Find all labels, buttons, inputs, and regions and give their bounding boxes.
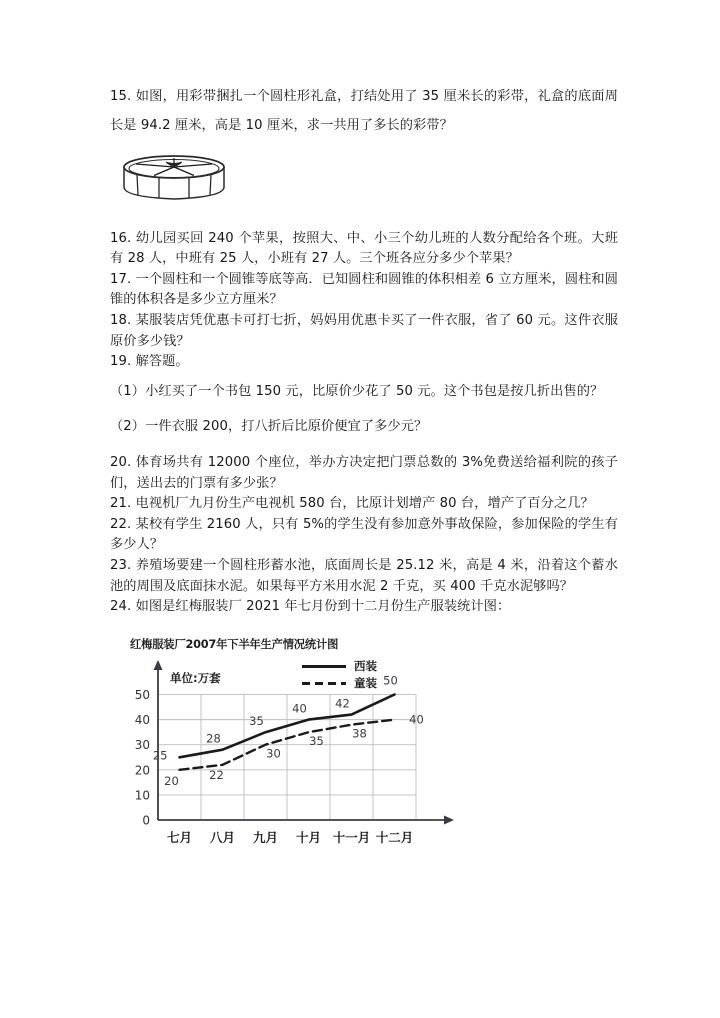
question-22: 22. 某校有学生 2160 人，只有 5%的学生没有参加意外事故保险，参加保险的学生有多少人？	[110, 516, 618, 553]
question-20: 20. 体育场共有 12000 个座位，举办方决定把门票总数的 3%免费送给福利院的孩子们，送出去的门票有多少张？	[110, 454, 618, 491]
legend-label-suits: 西装	[354, 659, 377, 674]
svg-text:八月: 八月	[209, 829, 236, 845]
svg-text:十二月: 十二月	[375, 829, 414, 845]
chart-plot-area	[116, 660, 476, 866]
question-16: 16. 幼儿园买回 240 个苹果，按照大、中、小三个幼儿班的人数分配给各个班。大班有 28 人，中班有 25 人，小班有 27 人。三个班各应分多少个苹果？	[110, 230, 618, 267]
question-15: 15. 如图，用彩带捆扎一个圆柱形礼盒，打结处用了 35 厘米长的彩带，礼盒的底面周长是 94.2 厘米，高是 10 厘米，求一共用了多长的彩带？	[110, 89, 618, 134]
svg-text:40: 40	[292, 701, 307, 716]
svg-text:42: 42	[335, 696, 350, 711]
svg-text:十月: 十月	[295, 829, 322, 845]
question-19: 19. 解答题。	[110, 354, 189, 370]
svg-text:单位:万套: 单位:万套	[170, 670, 221, 685]
svg-text:20: 20	[164, 773, 179, 788]
question-19-part-1: （1）小红买了一个书包 150 元，比原价少花了 50 元。这个书包是按几折出售的？	[110, 383, 604, 399]
svg-text:50: 50	[383, 673, 398, 688]
question-content	[110, 82, 618, 866]
svg-text:20: 20	[134, 763, 150, 778]
question-18: 18. 某服装店凭优惠卡可打七折，妈妈用优惠卡买了一件衣服，省了 60 元。这件衣服原价多少钱？	[110, 312, 618, 349]
svg-text:九月: 九月	[252, 829, 279, 845]
svg-text:35: 35	[249, 713, 264, 728]
question-23: 23. 养殖场要建一个圆柱形蓄水池，底面周长是 25.12 米，高是 4 米，沿着这个蓄水池的周围及底面抹水泥。如果每平方米用水泥 2 千克，买 400 千克水泥够吗？	[110, 557, 618, 594]
svg-text:50: 50	[134, 687, 150, 702]
svg-text:40: 40	[409, 712, 424, 727]
chart-title: 红梅服装厂2007年下半年生产情况统计图	[130, 637, 339, 651]
svg-text:25: 25	[152, 747, 168, 762]
legend-label-childrenswear: 童装	[354, 676, 377, 691]
spacer	[110, 207, 618, 229]
cylinder-gift-box-figure	[114, 151, 234, 207]
svg-text:0: 0	[142, 813, 150, 828]
svg-text:30: 30	[266, 746, 281, 761]
svg-text:22: 22	[209, 767, 224, 782]
svg-text:35: 35	[309, 733, 324, 748]
svg-text:十一月: 十一月	[332, 829, 371, 845]
svg-text:30: 30	[134, 737, 150, 752]
svg-text:七月: 七月	[166, 829, 193, 845]
question-17: 17. 一个圆柱和一个圆锥等底等高．已知圆柱和圆锥的体积相差 6 立方厘米，圆柱和圆锥的体积各是多少立方厘米？	[110, 271, 618, 308]
svg-text:10: 10	[134, 788, 150, 803]
question-19-part-2: （2）一件衣服 200，打八折后比原价便宜了多少元？	[110, 419, 428, 435]
svg-text:28: 28	[206, 731, 221, 746]
svg-text:40: 40	[134, 712, 150, 727]
spacer	[110, 438, 618, 453]
question-21: 21. 电视机厂九月份生产电视机 580 台，比原计划增产 80 台，增产了百分之几？	[110, 496, 594, 512]
svg-text:38: 38	[352, 726, 367, 741]
question-24: 24. 如图是红梅服装厂 2021 年七月份到十二月份生产服装统计图：	[110, 599, 511, 615]
spacer	[110, 402, 618, 417]
spacer	[110, 373, 618, 382]
production-line-chart	[116, 636, 476, 866]
